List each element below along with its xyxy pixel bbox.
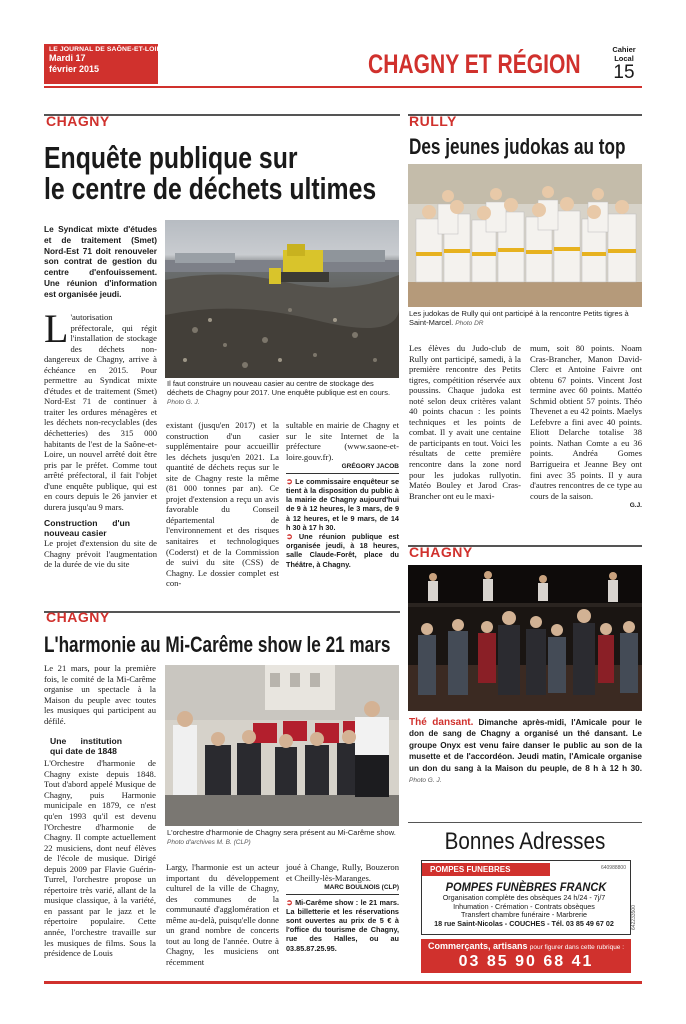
a1-headline-2: le centre de déchets ultimes bbox=[44, 171, 377, 206]
header-rule bbox=[44, 86, 642, 88]
ad-ref2: 642233500 bbox=[631, 905, 637, 931]
a2-headline: Des jeunes judokas au top bbox=[409, 134, 626, 159]
ad-band: POMPES FUNEBRES bbox=[422, 863, 550, 876]
orchestra-svg bbox=[165, 665, 399, 826]
a1-info2-text: Une réunion publique est organisée jeudi, à 18 heures, salle Claude-Forêt, place du Théâtre, à Chagny. bbox=[286, 531, 399, 569]
a1-headline-1: Enquête publique sur bbox=[44, 140, 298, 175]
ad-line2: Inhumation - Crémation - Contrats obsèques bbox=[453, 901, 595, 911]
ad-name: POMPES FUNÈBRES FRANCK bbox=[445, 880, 607, 894]
a1-col2: existant (jusqu'en 2017) et la construction d'un casier supplémentaire pour accueillir les déchets jusqu'en 2021. La quantité de déchets reçus sur le site de Chagny reste la même (81 000 tonnes par an). Ce projet d'extension a reçu un avis favorable du Conseil départemental de l'environnement et des risques sanitaires et technologiques (Coderst) et de la Commission de suivi du site (CSS) de Chagny. Le dossier complet est con- bbox=[166, 420, 279, 589]
landfill-photo bbox=[165, 220, 399, 378]
cahier-text: Cahier bbox=[612, 45, 636, 54]
judo-photo bbox=[408, 164, 642, 307]
dance-svg bbox=[408, 565, 642, 711]
judo-caption-text: Les judokas de Rully qui ont participé à la rencontre Petits tigres à Saint-Marcel. bbox=[409, 309, 629, 327]
ad-ref1: 640988800 bbox=[600, 865, 626, 871]
a4-col1 bbox=[44, 663, 156, 959]
a1-col3-text: sultable en mairie de Chagny et sur le site Internet de la préfecture (www.saone-et-loire.gouv.fr). bbox=[286, 420, 399, 462]
a2-kicker: RULLY bbox=[409, 113, 457, 129]
ad-line4: 18 rue Saint-Nicolas - COUCHES - Tél. 03 85 49 67 02 bbox=[434, 918, 614, 928]
date-month: février 2015 bbox=[49, 64, 100, 74]
a1-dropcap: L bbox=[44, 306, 69, 351]
ad-footer-line bbox=[421, 939, 631, 953]
date-day: Mardi 17 bbox=[49, 53, 86, 63]
judo-caption bbox=[409, 309, 641, 328]
a1-info1 bbox=[286, 477, 399, 532]
a1-info1-text: Le commissaire enquêteur se tient à la disposition du public à la mairie de Chagny aujourd'hui de 9 à 12 heures, le 3 mars, de 9 à 12 heures, et le 9 mars, de 14 h 30 à 17 h 30. bbox=[286, 476, 400, 532]
a1-kicker: CHAGNY bbox=[46, 113, 110, 129]
a4-para1: Le 21 mars, pour la première fois, le comité de la Mi-Carême organise un spectacle à la Maison du peuple avec toutes les musiques qui participent au défilé. bbox=[44, 663, 156, 726]
a3-credit: Photo G. J. bbox=[409, 777, 442, 785]
a4-para2: L'Orchestre d'harmonie de Chagny existe depuis 1848. Tout d'abord appelé Musique de Chagny, puis Harmonie municipale en 1879, ce n'est qu'en 1993 qu'il est devenu l'Orchestre d'harmonie de Chagny. Il compte actuellement 22 musiciens, dont neuf élèves de l'école de musique. Dirigé depuis 2009 par Flavie Guérin-Turrel, l'orchestre propose un répertoire très varié, allant de la musique classique, à la variété, en passant par le jazz et le répertoire populaire. Cette année, l'orchestre travaille sur les musiques de films. Sous la présidence de Louis bbox=[44, 758, 156, 959]
a4-signature: MARC BOULNOIS (CLP) bbox=[286, 883, 399, 895]
a2-col2 bbox=[530, 343, 642, 512]
section-title: CHAGNY ET RÉGION bbox=[368, 49, 581, 79]
ad-line1: Organisation complète des obsèques 24 h/24 - 7j/7 bbox=[442, 893, 606, 902]
a3-text-block bbox=[409, 717, 642, 786]
a1-info2 bbox=[286, 532, 399, 569]
a1-para1: 'autorisation préfectorale, qui régit l'installation de stockage des déchets non-dangereux de Chagny, arrive à échéance en 2015. Pour permettre au Syndicat mixte d'études et de traitement (Smet) Nord-Est 71 de continuer à traiter les ordures ménagères et les déchets non-recyclables (des déchetteries) des 315 000 habitants de l'est de la Saône-et-Loire, un nouvel arrêté doit être pris par le préfet. Comme tout arrêté préfectoral, il fait l'objet d'une enquête publique, qui est en cours depuis le 26 janvier et durera jusqu'au 9 mars. bbox=[44, 312, 157, 512]
orchestra-credit: Photo d'archives M. B. (CLP) bbox=[167, 839, 251, 846]
a3-kicker: CHAGNY bbox=[409, 544, 473, 560]
a2-col2-text: mum, soit 80 points. Noam Cras-Brancher, Manon David-Clerc et Antoine Faivre ont obtenu 67 points. Vincent Jost termine avec 60 points. Mattéo Schmid obtient 57 points. Théo Thevenet a eu 42 points. Maelys Lefebvre a fini avec 40 points. Eliott Delarche totalise 38 points. Nathan Comte a eu 36 points. Andréa Gomes Barrigueira et Jeanne Bey ont fini avec 35 points. Il y aura d'autres rencontres de ce type au cours de la saison. bbox=[530, 343, 642, 501]
a4-subhead: Une institution qui date de 1848 bbox=[50, 736, 122, 757]
a4-col2: Largy, l'harmonie est un acteur important du développement culturel de la ville de Chagny, des communes de la communauté d'agglomération et même au-delà, puisqu'elle donne un grand nombre de concerts tout au long de l'année. Outre à Chagny, les musiciens ont récemment bbox=[166, 862, 279, 967]
a1-col3 bbox=[286, 420, 399, 569]
judo-svg bbox=[408, 164, 642, 307]
ad-top-rule bbox=[408, 822, 642, 823]
a4-col3 bbox=[286, 862, 399, 953]
a1-para2: Le projet d'extension du site de Chagny prévoit l'augmentation de la durée de vie du site bbox=[44, 538, 157, 570]
ad-lines bbox=[428, 894, 620, 928]
a4-kicker: CHAGNY bbox=[46, 609, 110, 625]
ad-footer-1: Commerçants, artisans bbox=[427, 941, 528, 951]
landfill-svg bbox=[165, 220, 399, 378]
a4-info bbox=[286, 898, 399, 953]
a4-info-text: Mi-Carême show : le 21 mars. La billetterie et les réservations sont ouvertes au prix de 5 € à l'office du tourisme de Chagny, rue des Halles, ou au 03.85.87.25.95. bbox=[286, 897, 399, 953]
a2-signature: G.J. bbox=[629, 502, 642, 510]
ad-footer-2: pour figurer dans cette rubrique : bbox=[529, 944, 625, 951]
cahier-label bbox=[607, 45, 641, 63]
landfill-caption-text: Il faut construire un nouveau casier au centre de stockage des déchets de Chagny pour 2017. Une enquête publique est en cours. bbox=[167, 379, 391, 397]
arrow-icon: ➲ bbox=[286, 897, 293, 907]
ad-line3: Transfert chambre funéraire - Marbrerie bbox=[461, 910, 587, 920]
ad-title: Bonnes Adresses bbox=[444, 828, 606, 855]
a2-col1: Les élèves du Judo-club de Rully ont participé, samedi, à la première rencontre des Petits tigres, compétition réservée aux poussins. Chaque judoka est noté selon deux critères valant 40 points chacun : les points techniques et les points de combat. Il y avait une centaine de participants en tout. Voici les résultats de cette première rencontre dans la zone nord pour les judokas rullyotin. Matéo Bouley et Jarod Cras-Brancher ont eu le maxi- bbox=[409, 343, 521, 501]
landfill-caption bbox=[167, 379, 397, 407]
a4-col3-text: joué à Change, Rully, Bouzeron et Cheilly-lès-Maranges. bbox=[286, 862, 399, 883]
a4-headline: L'harmonie au Mi-Carême show le 21 mars bbox=[44, 632, 391, 657]
bottom-rule bbox=[44, 981, 642, 984]
a1-subhead: Construction d'un nouveau casier bbox=[44, 518, 130, 539]
a3-lead: Thé dansant. bbox=[409, 717, 474, 728]
ad-box bbox=[421, 860, 637, 935]
page-number: 15 bbox=[613, 62, 635, 83]
arrow-icon: ➲ bbox=[286, 531, 293, 541]
judo-credit: Photo DR bbox=[455, 320, 484, 327]
dance-photo bbox=[408, 565, 642, 711]
paper-name: LE JOURNAL DE SAÔNE-ET-LOIRE bbox=[49, 46, 167, 53]
orchestra-caption bbox=[167, 828, 397, 847]
a1-headline bbox=[44, 142, 376, 204]
a3-text: Dimanche après-midi, l'Amicale pour le don de sang de Chagny a organisé un thé dansant. Le groupe Onyx est venu faire danser le public au son de la musette et de l'accordéon. Jeudi matin, l'Amicale organise un don du sang à la Maison du peuple, de 8 h à 12 h 30. bbox=[409, 718, 642, 773]
ad-phone: 03 85 90 68 41 bbox=[458, 953, 594, 970]
masthead-badge bbox=[44, 44, 167, 84]
orchestra-caption-text: L'orchestre d'harmonie de Chagny sera présent au Mi-Carême show. bbox=[167, 828, 396, 837]
a1-col1 bbox=[44, 306, 157, 570]
landfill-credit: Photo G. J. bbox=[167, 399, 200, 406]
ad-footer bbox=[421, 939, 631, 973]
local-text: Local bbox=[614, 54, 634, 63]
arrow-icon: ➲ bbox=[286, 476, 293, 486]
a1-signature: GRÉGORY JACOB bbox=[286, 462, 399, 474]
a1-lead: Le Syndicat mixte d'études et de traitement (Smet) Nord-Est 71 doit renouveler son contrat de gestion du centre d'enfouissement. Une réunion d'information est organisée jeudi. bbox=[44, 224, 157, 299]
orchestra-photo bbox=[165, 665, 399, 826]
